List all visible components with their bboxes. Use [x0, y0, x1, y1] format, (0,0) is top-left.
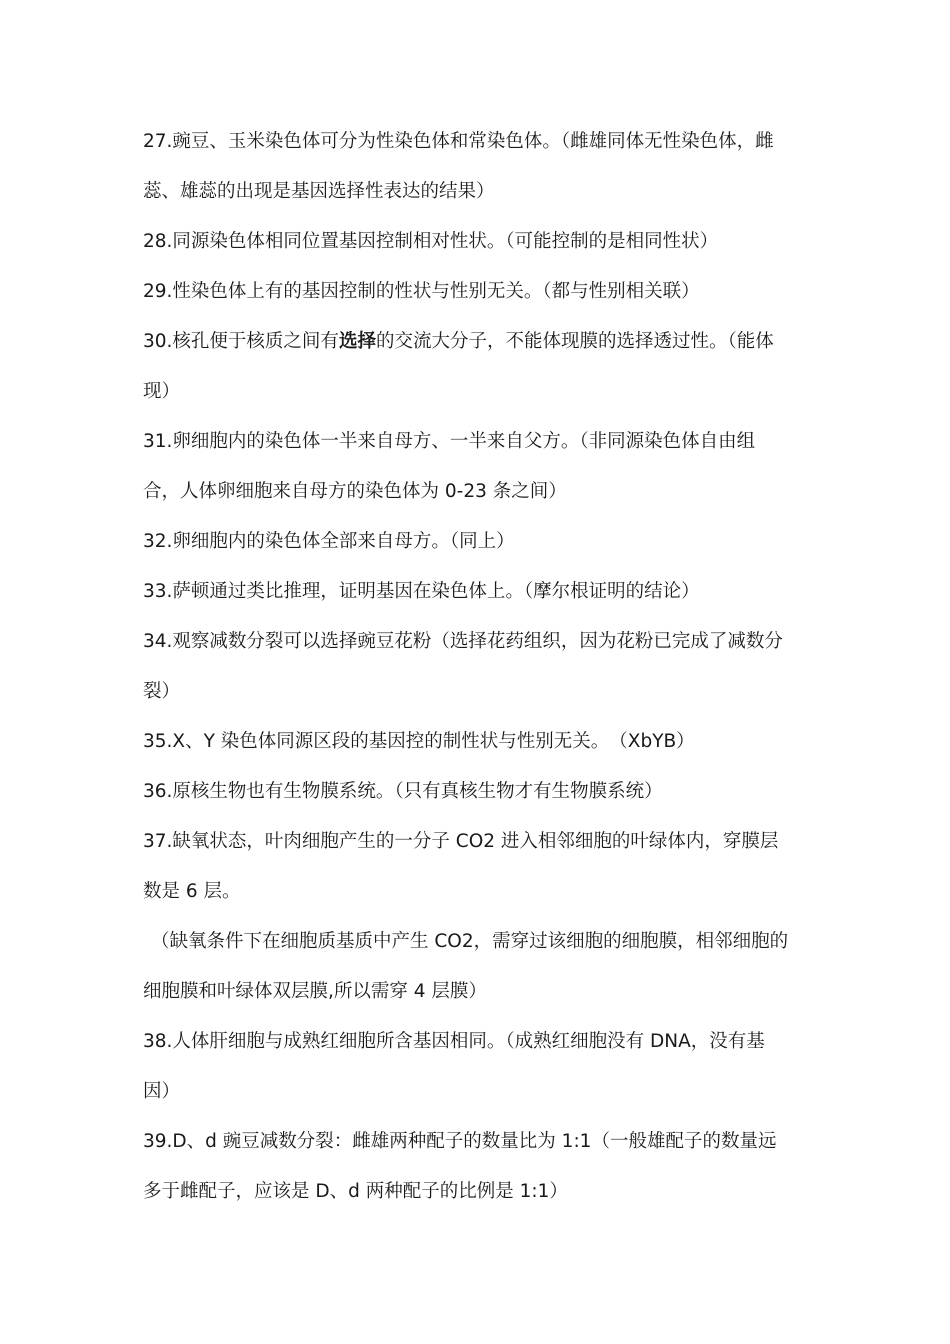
- text-line-38b: 因）: [143, 1081, 181, 1102]
- text-line-28: 28.同源染色体相同位置基因控制相对性状。（可能控制的是相同性状）: [143, 231, 719, 252]
- text-line-34a: 34.观察减数分裂可以选择豌豆花粉（选择花药组织，因为花粉已完成了减数分: [143, 631, 783, 652]
- text-line-37d: 细胞膜和叶绿体双层膜,所以需穿 4 层膜）: [143, 981, 487, 1002]
- text-line-39a: 39.D、d 豌豆减数分裂：雌雄两种配子的数量比为 1:1（一般雄配子的数量远: [143, 1131, 777, 1152]
- text-line-30-part2: 的交流大分子，不能体现膜的选择透过性。（能体: [375, 331, 774, 352]
- text-line-34b: 裂）: [143, 681, 181, 702]
- text-line-33: 33.萨顿通过类比推理，证明基因在染色体上。（摩尔根证明的结论）: [143, 581, 700, 602]
- text-line-30b: 现）: [143, 381, 181, 402]
- text-line-31b: 合，人体卵细胞来自母方的染色体为 0-23 条之间）: [143, 481, 567, 502]
- text-line-37a: 37.缺氧状态，叶肉细胞产生的一分子 CO2 进入相邻细胞的叶绿体内，穿膜层: [143, 831, 779, 852]
- text-line-35: 35.X、Y 染色体同源区段的基因控的制性状与性别无关。 （XbYB）: [143, 731, 695, 752]
- text-line-37c: （缺氧条件下在细胞质基质中产生 CO2，需穿过该细胞的细胞膜，相邻细胞的: [151, 931, 789, 952]
- text-line-30a: [143, 317, 808, 367]
- text-line-36: 36.原核生物也有生物膜系统。（只有真核生物才有生物膜系统）: [143, 781, 663, 802]
- text-line-30-part1: 30.核孔便于核质之间有: [143, 331, 339, 352]
- text-line-32: 32.卵细胞内的染色体全部来自母方。（同上）: [143, 531, 515, 552]
- text-line-39b: 多于雌配子，应该是 D、d 两种配子的比例是 1:1）: [143, 1181, 568, 1202]
- text-line-29: 29.性染色体上有的基因控制的性状与性别无关。（都与性别相关联）: [143, 281, 700, 302]
- text-line-27a: 27.豌豆、玉米染色体可分为性染色体和常染色体。（雌雄同体无性染色体，雌: [143, 131, 774, 152]
- text-line-37b: 数是 6 层。: [143, 881, 241, 902]
- text-line-38a: 38.人体肝细胞与成熟红细胞所含基因相同。（成熟红细胞没有 DNA，没有基: [143, 1031, 765, 1052]
- document-body: [143, 117, 808, 1217]
- text-line-27b: 蕊、雄蕊的出现是基因选择性表达的结果）: [143, 181, 495, 202]
- text-line-31a: 31.卵细胞内的染色体一半来自母方、一半来自父方。（非同源染色体自由组: [143, 431, 756, 452]
- text-line-30-bold: 选择: [338, 331, 376, 352]
